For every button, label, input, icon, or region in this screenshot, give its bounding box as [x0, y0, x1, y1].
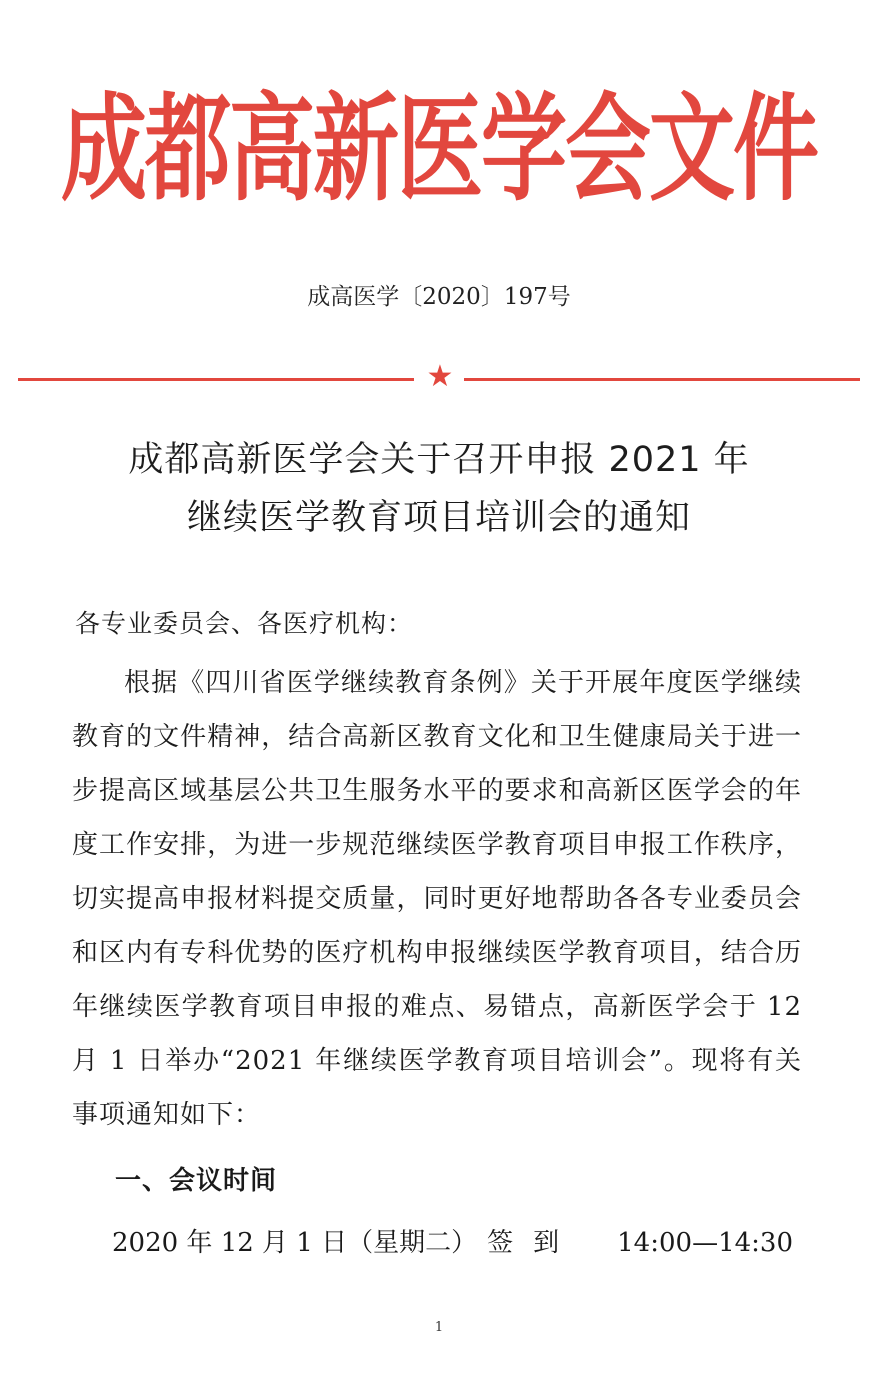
document-number: 成高医学〔2020〕197号	[307, 284, 571, 310]
notice-title-line1: 成都高新医学会关于召开申报 2021 年	[128, 440, 750, 480]
notice-title-line2: 继续医学教育项目培训会的通知	[186, 498, 691, 538]
section-heading-meeting-time: 一、会议时间	[115, 1166, 278, 1196]
schedule-time: 14:00—14:30	[617, 1228, 793, 1258]
divider-line-left	[18, 378, 414, 381]
schedule-signin-label: 签到	[487, 1228, 580, 1258]
body-text	[72, 656, 802, 1142]
body-paragraph: 根据《四川省医学继续教育条例》关于开展年度医学继续教育的文件精神，结合高新区教育文化和卫生健康局关于进一步提高区域基层公共卫生服务水平的要求和高新区医学会的年度工作安排，为进一步规范继续医学教育项目申报工作秩序，切实提高申报材料提交质量，同时更好地帮助各各专业委员会和区内有专科优势的医疗机构申报继续医学教育项目，结合历年继续医学教育项目申报的难点、易错点，高新医学会于 12 月 1 日举办“2021 年继续医学教育项目培训会”。现将有关事项通知如下：	[72, 668, 802, 1130]
schedule-line	[112, 1222, 793, 1259]
masthead-title: 成都高新医学会文件	[61, 81, 817, 218]
schedule-date: 2020 年 12 月 1 日（星期二）	[112, 1228, 478, 1258]
page-number: 1	[434, 1320, 444, 1335]
salutation: 各专业委员会、各医疗机构：	[75, 609, 414, 638]
red-divider	[18, 359, 860, 394]
star-icon: ★	[426, 359, 454, 394]
divider-line-right	[464, 378, 860, 381]
